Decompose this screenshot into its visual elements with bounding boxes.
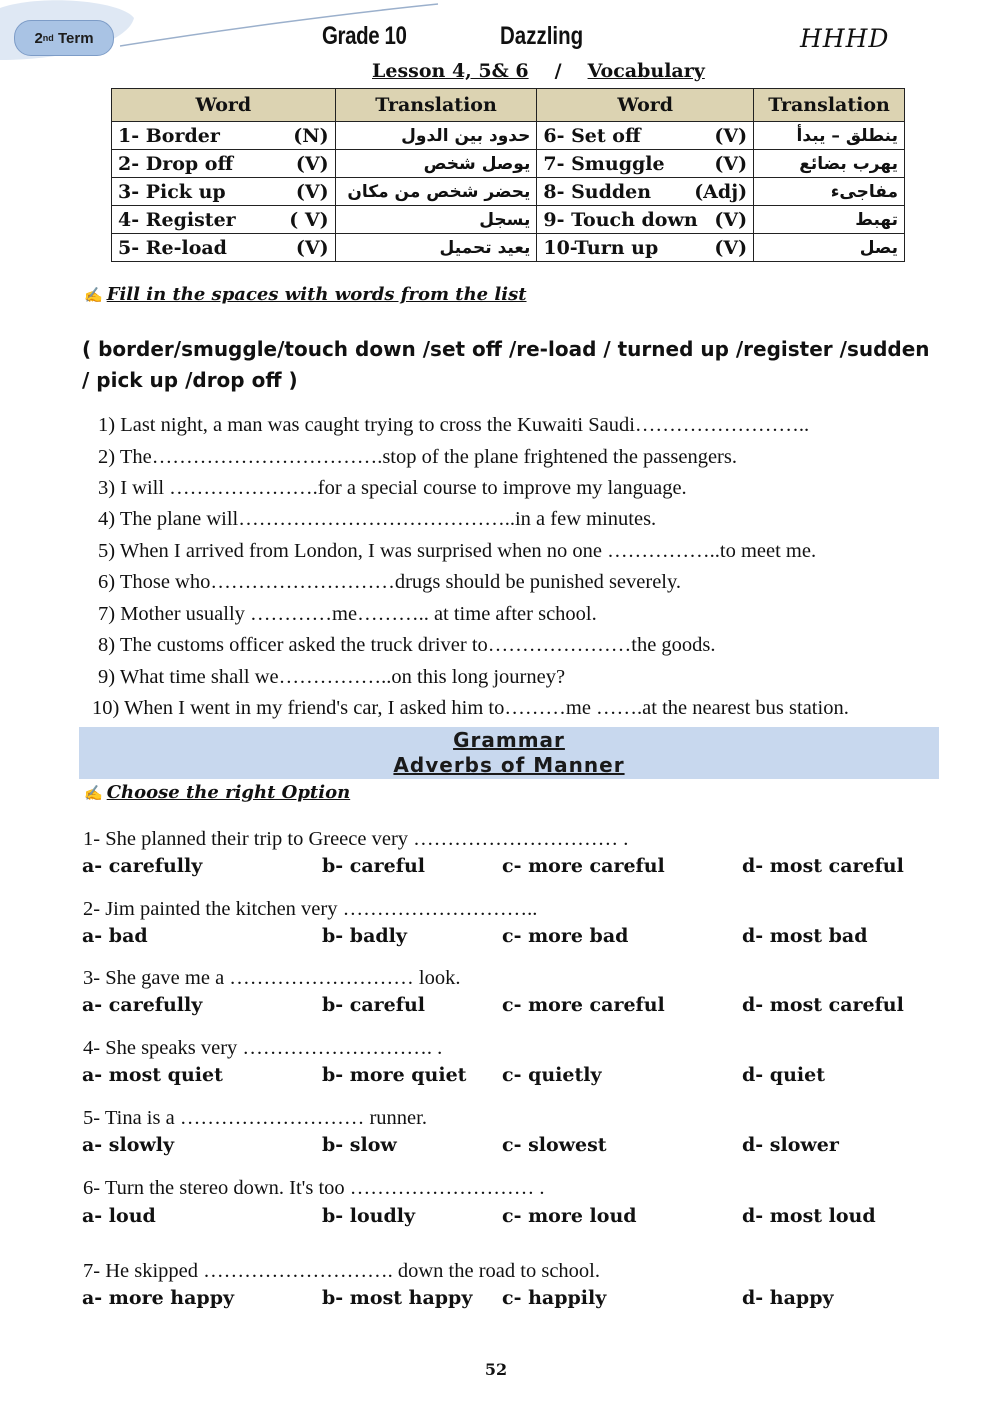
option-d: d- most loud bbox=[742, 1205, 876, 1227]
option-d: d- most bad bbox=[742, 925, 868, 947]
word-list: ( border/smuggle/touch down /set off /re-load / turned up /register /sudden / pick up /drop off ) bbox=[82, 337, 930, 392]
word-cell bbox=[112, 206, 336, 234]
translation-cell: مفاجىء bbox=[754, 178, 905, 206]
word: 2- Drop off bbox=[118, 152, 234, 175]
part-of-speech: (V) bbox=[295, 180, 329, 203]
option-a: a- most quiet bbox=[82, 1064, 223, 1086]
word: 8- Sudden bbox=[543, 180, 652, 203]
part-of-speech: ( V) bbox=[289, 208, 329, 231]
lesson-label: Lesson 4, 5& 6 bbox=[372, 60, 529, 82]
header-translation: Translation bbox=[335, 89, 537, 122]
word: 4- Register bbox=[118, 208, 236, 231]
translation-cell: يحضر شخص من مكان bbox=[335, 178, 537, 206]
sentence-item: 10) When I went in my friend's car, I asked him to………me …….at the nearest bus station. bbox=[92, 697, 849, 719]
lesson-separator: / bbox=[554, 60, 562, 82]
table-row bbox=[112, 150, 905, 178]
translation-cell: ينطلق – يبدأ bbox=[754, 122, 905, 150]
question-text: 2- Jim painted the kitchen very ……………………….. bbox=[83, 898, 538, 920]
option-c: c- more careful bbox=[502, 994, 665, 1016]
header-word: Word bbox=[112, 89, 336, 122]
word: 9- Touch down bbox=[543, 208, 698, 231]
option-c: c- more careful bbox=[502, 855, 665, 877]
choose-instruction: ✍ Choose the right Option bbox=[84, 782, 351, 803]
translation-cell: تهبط bbox=[754, 206, 905, 234]
pencil-icon: ✍ bbox=[84, 286, 103, 304]
translation-cell: حدود بين الدول bbox=[335, 122, 537, 150]
option-a: a- slowly bbox=[82, 1134, 175, 1156]
option-a: a- loud bbox=[82, 1205, 156, 1227]
word-cell bbox=[112, 234, 336, 262]
translation-cell: يوصل شخص bbox=[335, 150, 537, 178]
word-cell bbox=[112, 178, 336, 206]
option-c: c- more bad bbox=[502, 925, 629, 947]
translation-cell: يسجل bbox=[335, 206, 537, 234]
word-cell bbox=[537, 234, 754, 262]
option-b: b- most happy bbox=[322, 1287, 473, 1309]
vocabulary-table bbox=[111, 88, 905, 262]
author-signature: HHHD bbox=[800, 24, 890, 53]
sentence-item: 1) Last night, a man was caught trying to cross the Kuwaiti Saudi…………………….. bbox=[98, 414, 810, 436]
sentence-item: 2) The…………………………….stop of the plane frightened the passengers. bbox=[98, 446, 737, 468]
option-b: b- careful bbox=[322, 994, 425, 1016]
term-word: Term bbox=[57, 29, 94, 47]
word: 1- Border bbox=[118, 124, 220, 147]
word-cell bbox=[537, 206, 754, 234]
sentence-item: 3) I will ………………….for a special course to improve my language. bbox=[98, 477, 687, 499]
sentence-item: 7) Mother usually …………me……….. at time after school. bbox=[98, 603, 597, 625]
option-d: d- happy bbox=[742, 1287, 834, 1309]
option-b: b- careful bbox=[322, 855, 425, 877]
option-b: b- more quiet bbox=[322, 1064, 467, 1086]
option-c: c- quietly bbox=[502, 1064, 602, 1086]
word-cell bbox=[537, 178, 754, 206]
table-row bbox=[112, 206, 905, 234]
option-c: c- slowest bbox=[502, 1134, 607, 1156]
word: 10-Turn up bbox=[543, 236, 659, 259]
option-a: a- more happy bbox=[82, 1287, 235, 1309]
part-of-speech: (V) bbox=[714, 208, 748, 231]
translation-cell: يعيد تحميل bbox=[335, 234, 537, 262]
table-row bbox=[112, 122, 905, 150]
grade-label: Grade 10 bbox=[322, 22, 407, 50]
grammar-title: Grammar bbox=[453, 728, 565, 752]
question-text: 1- She planned their trip to Greece very ………………………… . bbox=[83, 828, 629, 850]
word: 6- Set off bbox=[543, 124, 641, 147]
option-b: b- badly bbox=[322, 925, 407, 947]
header-word: Word bbox=[537, 89, 754, 122]
option-c: c- happily bbox=[502, 1287, 607, 1309]
translation-cell: يصل bbox=[754, 234, 905, 262]
part-of-speech: (N) bbox=[293, 124, 329, 147]
word-cell bbox=[537, 122, 754, 150]
option-a: a- bad bbox=[82, 925, 148, 947]
sentence-item: 8) The customs officer asked the truck driver to…………………the goods. bbox=[98, 634, 716, 656]
question-text: 3- She gave me a ……………………… look. bbox=[83, 967, 461, 989]
option-d: d- slower bbox=[742, 1134, 839, 1156]
part-of-speech: (V) bbox=[714, 152, 748, 175]
term-number: 2 bbox=[34, 29, 43, 47]
question-text: 5- Tina is a ……………………… runner. bbox=[83, 1107, 427, 1129]
part-of-speech: (V) bbox=[714, 124, 748, 147]
question-text: 6- Turn the stereo down. It's too ……………………… . bbox=[83, 1177, 545, 1199]
sentence-item: 4) The plane will…………………………………..in a few minutes. bbox=[98, 508, 657, 530]
sentence-item: 9) What time shall we……………..on this long journey? bbox=[98, 666, 566, 688]
option-c: c- more loud bbox=[502, 1205, 637, 1227]
translation-cell: يهرب بضائع bbox=[754, 150, 905, 178]
part-of-speech: (V) bbox=[295, 152, 329, 175]
option-d: d- most careful bbox=[742, 855, 904, 877]
term-badge bbox=[14, 20, 114, 56]
fill-instruction: ✍ Fill in the spaces with words from the list bbox=[84, 284, 527, 305]
word: 7- Smuggle bbox=[543, 152, 665, 175]
option-a: a- carefully bbox=[82, 994, 203, 1016]
page-number: 52 bbox=[484, 1360, 508, 1379]
option-b: b- slow bbox=[322, 1134, 397, 1156]
table-row bbox=[112, 234, 905, 262]
question-text: 4- She speaks very ………………………. . bbox=[83, 1037, 443, 1059]
table-header-row bbox=[112, 89, 905, 122]
grammar-subtitle: Adverbs of Manner bbox=[393, 753, 625, 777]
word: 5- Re-load bbox=[118, 236, 227, 259]
part-of-speech: (V) bbox=[295, 236, 329, 259]
book-title: Dazzling bbox=[500, 22, 584, 50]
word-cell bbox=[537, 150, 754, 178]
option-a: a- carefully bbox=[82, 855, 203, 877]
header-translation: Translation bbox=[754, 89, 905, 122]
term-suffix: nd bbox=[42, 33, 54, 43]
sentence-item: 6) Those who………………………drugs should be punished severely. bbox=[98, 571, 682, 593]
lesson-heading bbox=[372, 60, 705, 82]
table-row bbox=[112, 178, 905, 206]
option-d: d- most careful bbox=[742, 994, 904, 1016]
word: 3- Pick up bbox=[118, 180, 226, 203]
part-of-speech: (Adj) bbox=[694, 180, 748, 203]
pencil-icon: ✍ bbox=[84, 784, 103, 802]
question-text: 7- He skipped ………………………. down the road to school. bbox=[83, 1260, 600, 1282]
part-of-speech: (V) bbox=[714, 236, 748, 259]
option-b: b- loudly bbox=[322, 1205, 416, 1227]
section-label: Vocabulary bbox=[587, 60, 705, 82]
word-cell bbox=[112, 150, 336, 178]
sentence-item: 5) When I arrived from London, I was surprised when no one ……………..to meet me. bbox=[98, 540, 817, 562]
word-cell bbox=[112, 122, 336, 150]
option-d: d- quiet bbox=[742, 1064, 825, 1086]
